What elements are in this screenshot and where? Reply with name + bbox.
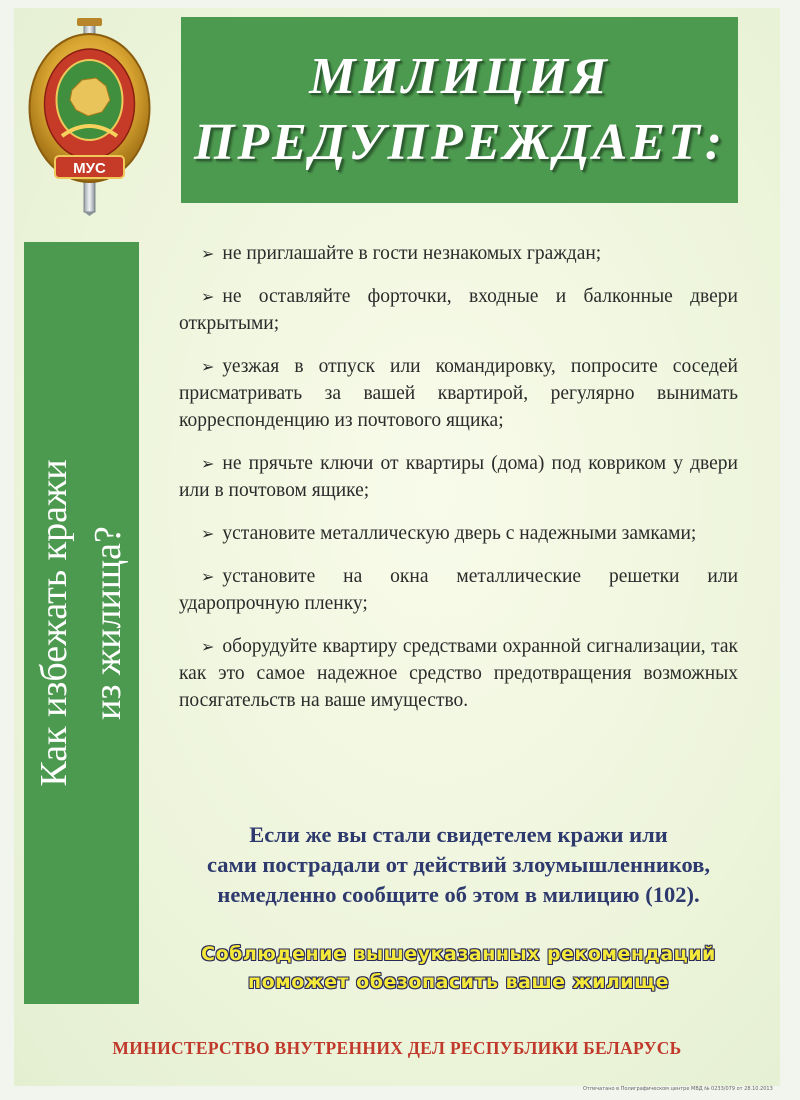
bullet-arrow-icon: ➢ [201, 637, 215, 656]
bullet-arrow-icon: ➢ [201, 244, 215, 263]
bullet-arrow-icon: ➢ [201, 567, 215, 586]
title-line-2: ПРЕДУПРЕЖДАЕТ: [193, 114, 726, 171]
list-item: ➢ установите металлическую дверь с надежными замками; [201, 523, 697, 544]
list-item: ➢ не приглашайте в гости незнакомых граждан; [201, 243, 602, 264]
side-title-line-2: из жилища? [87, 526, 129, 720]
advice-list [179, 240, 738, 730]
side-title-line-1: Как избежать кражи [33, 459, 75, 787]
police-badge-icon [22, 16, 157, 216]
list-item: ➢ уезжая в отпуск или командировку, попросите соседей присматривать за вашей квартирой, регулярно вынимать корреспонденцию из почтового ящика; [179, 356, 738, 431]
list-item: ➢ не прячьте ключи от квартиры (дома) под ковриком у двери или в почтовом ящике; [179, 453, 738, 501]
warning-line-3: немедленно сообщите об этом в милицию (102). [217, 882, 700, 907]
recommendation-line-1: Соблюдение вышеуказанных рекомендаций [201, 943, 716, 965]
bullet-arrow-icon: ➢ [201, 454, 215, 473]
warning-text [179, 820, 738, 910]
side-banner [24, 242, 139, 1004]
bullet-arrow-icon: ➢ [201, 524, 215, 543]
recommendation-line-2: поможет обезопасить ваше жилище [247, 971, 669, 993]
emblem-label: МУС [73, 160, 106, 177]
list-item: ➢ не оставляйте форточки, входные и балконные двери открытыми; [179, 286, 738, 334]
recommendation-text [179, 940, 738, 996]
warning-line-2: сами пострадали от действий злоумышленников, [207, 852, 710, 877]
ministry-footer: МИНИСТЕРСТВО ВНУТРЕННИХ ДЕЛ РЕСПУБЛИКИ БЕЛАРУСЬ [112, 1038, 682, 1058]
title-line-1: МИЛИЦИЯ [309, 48, 610, 105]
list-item: ➢ установите на окна металлические решетки или ударопрочную пленку; [179, 566, 738, 614]
side-title [27, 459, 135, 786]
bullet-arrow-icon: ➢ [201, 287, 215, 306]
title-banner [181, 17, 738, 203]
list-item: ➢ оборудуйте квартиру средствами охранной сигнализации, так как это самое надежное средство предотвращения возможных посягательств на ваше имущество. [179, 636, 738, 711]
print-note: Отпечатано в Полиграфическом центре МВД № 0233/079 от 28.10.2013 [583, 1086, 773, 1092]
warning-line-1: Если же вы стали свидетелем кражи или [249, 822, 668, 847]
bullet-arrow-icon: ➢ [201, 357, 215, 376]
